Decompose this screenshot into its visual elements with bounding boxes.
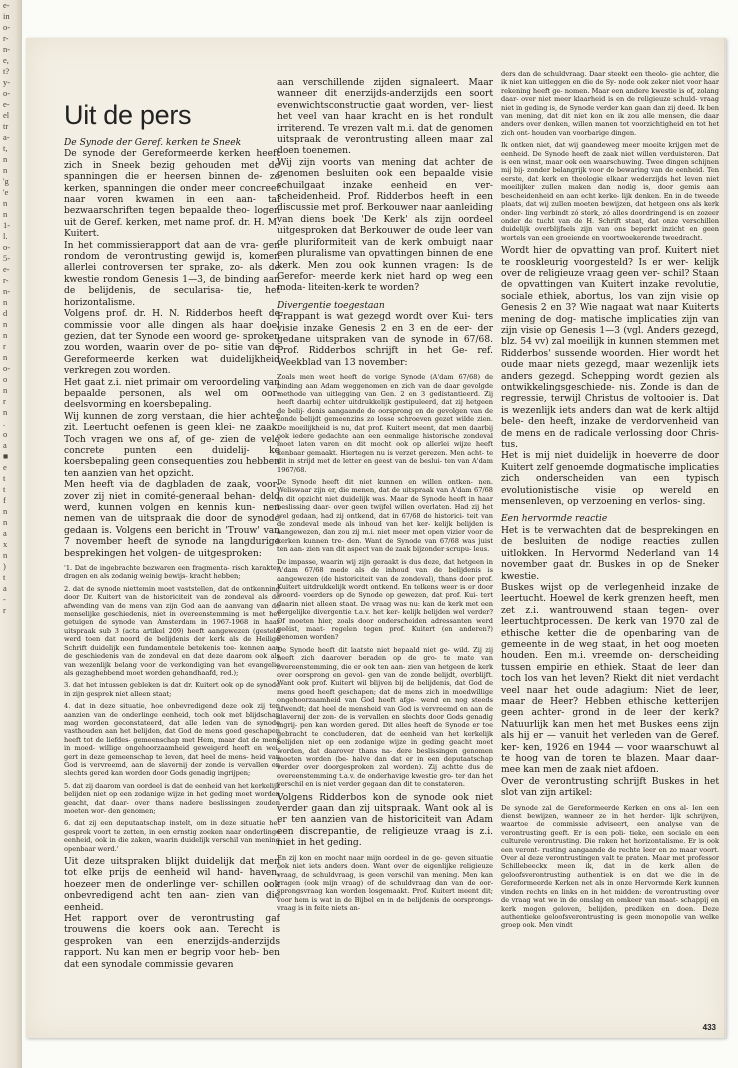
- col3-quote-2: [501, 804, 719, 930]
- facing-page-fragment: el: [3, 110, 10, 120]
- column-3: [501, 66, 719, 1006]
- facing-page-fragment: n: [3, 352, 8, 362]
- quoted-paragraph: De synode zal de Gereformeerde Kerken en ons al- len een dienst bewijzen, wanneer ze in het herder- lijk schrijven, waartoe de commissie adviseert, een analyse van de verontrusting geeft. Er is een poli- tieke, een sociale en een culturele verontrusting. Die raken het horizontalisme. Er is ook een veront- rusting aangaande de rechte leer en zo maar voort. Over al deze verontrustingen valt te praten. Maar met professor Schillebeeckx meen ik, dat in de kerk allen de geloofsverontrusting authentiek is en dat we die in de Gereformeerde Kerken net als in onze Hervormde Kerk kunnen vinden rechts en links en in het midden: de verontrusting over de vraag wat we in de omslag en omkeer van maat- schappij en kerk mogen geloven, belijden, prediken en doen. Deze authentieke geloofsverontrusting is geen monopolie van welke groep ook. Men vindt: [501, 803, 719, 930]
- facing-page-fragment: e-: [3, 0, 10, 10]
- facing-page-fragment: 1-: [3, 220, 11, 230]
- facing-page-fragment: n: [3, 407, 8, 417]
- subheading-divergentie: Divergentie toegestaan: [277, 300, 385, 311]
- facing-page-fragment: t: [3, 484, 6, 494]
- facing-page-fragment: tr: [3, 121, 9, 131]
- paragraph: Wordt hier de opvatting van prof. Kuitert niet te rooskleurig voorgesteld? Is er wer- kelijk over de religieuze vraag geen ver- schil? Staan de opvattingen van Kuitert inzake revolutie, sociale ethiek, abortus, los van zijn visie op Genesis 2 en 3? Wie nagaat wat naar Kuiterts mening de dog- matische implicaties zijn van zijn visie op Genesis 1—3 (vgl. Anders gezegd, blz. 54 vv) zal moeilijk in kunnen stemmen met Ridderbos' sussende woorden. Hier wordt het oude maar niets gezegd, maar wezenlijk iets anders gezegd. Schepping wordt gezien als ontwikkelingsgeschiede- nis. Zonde is dan de regressie, terwijl Christus de voltooier is. Dat is wezenlijk iets anders dan wat de kerk altijd bele- den heeft, inzake de verdorvenheid van de mens en de radicale verlossing door Chris- tus.: [501, 246, 719, 451]
- facing-page-fragment: n: [3, 330, 8, 340]
- facing-page-fragment: in: [3, 11, 10, 21]
- quoted-paragraph: 6. dat zij een deputaatschap instelt, om in deze situatie het gesprek voort te zetten, in een ernstig zoeken naar onderlinge eenheid, ook in die zaken, waarin duidelijk verschil van mening openbaar werd.': [64, 819, 280, 853]
- facing-page-fragment: x: [3, 539, 8, 549]
- facing-page-fragment: y-: [3, 77, 11, 87]
- facing-page-fragment: n: [3, 297, 8, 307]
- facing-page-fragment: r-: [3, 33, 9, 43]
- facing-page-fragment: t: [3, 572, 6, 582]
- page-number: 433: [702, 1023, 716, 1032]
- facing-page-fragment: t: [3, 473, 6, 483]
- quoted-paragraph: En zij kon en mocht naar mijn oordeel in de ge- geven situatie ook niet iets anders doen. Want over de eigenlijke religieuze vraag, de schuldvraag, is geen verschil van mening. Men kan vragen (ook mijn vraag) of de schuldvraag dan van de oor- sprongsvraag kan worden losgemaakt. Prof. Kuitert meent dit; voor hem is wat in de Bijbel en in de belijdenis de oorsprongs-vraag is in feite niets an-: [277, 853, 493, 913]
- facing-page-fragment: e,: [3, 55, 9, 65]
- paragraph: Het gaat z.i. niet primair om veroordeling van bepaalde personen, als wel om oor- deelsvorming en koersbepaling.: [64, 377, 280, 411]
- facing-page-fragment: a: [3, 528, 7, 538]
- facing-page-fragment: n: [3, 319, 8, 329]
- paragraph: Het is mij niet duidelijk in hoeverre de door Kuitert zelf genoemde dogmatische implicaties zich onderscheiden van een typisch evolutionistische visie op wereld en mensenleven, op verzoening en verlos- sing.: [501, 451, 719, 508]
- facing-page-fragment: e-: [3, 99, 10, 109]
- quoted-paragraph: De Synode heeft dit laatste niet bepaald niet ge- wild. Zij zij heeft zich daarover beraden op de gro- te mate van overeenstemming, die er ook ten aan- zien van hetgeen de kerk over oorsprong en gevol- gen van de zonde belijdt, overblijft. Want ook prof. Kuitert wil blijven bij de belijdenis, dat God de mens goed heeft geschapen; dat de mens zich in moedwillige ongehoorzaamheid van God heeft afge- wend en nog steeds afwendt; dat heel de mensheid van God is vervreemd en aan de slavernij der zon- de is vervallen en slechts door Gods genadig ingrij- pen kan worden gered. Dit alles heeft de Synode er toe gebracht te concluderen, dat de eenheid van het kerkelijk belijden niet op een zodanige wijze in geding geacht moet worden, dat daarover thans na- dere beslissingen genomen moeten worden (be- halve dan dat er in een deputaatschap verder over doorgesproken zal worden). Zij achtte dus de overeenstemming t.a.v. de onderhavige kwestie gro- ter dan het verschil en is niet verder gegaan dan dit te constateren.: [277, 645, 493, 789]
- paragraph: Wij kunnen de zorg verstaan, die hier achter zit. Leertucht oefenen is geen klei- ne zaak. Toch vragen we ons af, of ge- zien de vele concrete punten een duidelij- ke koersbepaling geen consequenties zou hebben ten aanzien van het opzicht.: [64, 411, 280, 479]
- column-1: [64, 88, 280, 1008]
- quoted-paragraph: Ik ontken niet, dat wij gaandeweg meer moeite krijgen met de eenheid. De Synode heeft de zaak niet willen verduisteren. Dat is een winst, maar ook een waarschuwing. Twee dingen schijnen mij bij- zonder belangrijk voor de bewaring van de eenheid. Ten eerste, dat kerk en theologie elkaar wederzijds het leven niet moeilijker zullen maken dan nodig is, door gemis aan bescheidenheid en aan echt kerke- lijk denken. En in de tweede plaats, dat wij zullen moeten bewijzen, dat hetgeen ons als kerk onder- ling verbindt zó sterk, zó alles doordringend is en zozeer onder de tucht van de H. Schrift staat, dat onze verschillen duidelijk overblijfsels zijn van ons beperkt inzicht en geen wortels van een groeiende en voortwoekerende tweedracht.: [501, 141, 719, 242]
- paragraph: Het is te verwachten dat de besprekingen en de besluiten de nodige reacties zullen uitlokken. In Hervormd Nederland van 14 november gaat dr. Buskes in op de Sneker kwestie.: [501, 525, 719, 582]
- facing-page-fragment: n: [3, 385, 8, 395]
- quoted-paragraph: Zoals men weet heeft de vorige Synode (A'dam 67/68) de binding aan Adam weggenomen en zich van de daar gevolgde methode van uitlegging van Gen. 2 en 3 gedistantieerd. Zij heeft daarbij echter uitdrukkelijk gestipuleerd, dat zij hetgeen de belij- denis aangaande de oorsprong en de gevolgen van de zonde belijdt gemeenzins zo losse schroeven gezet wilde zien. De moeilijkheid is nu, dat prof. Kuitert meent, dat men daarbij ook iedere gedachte aan een eenmalige historische zondeval moet laten varen en dit mocht ook op allerlei wijze heeft kenbaar gemaakt. Hiertegen nu is verzet gerezen. Men acht- te dit in strijd met de letter en geest van de beslui- ten van A'dam 1967/68.: [277, 373, 493, 474]
- paragraph: Men heeft via de dagbladen de zaak, voor- zover zij niet in comité-generaal behan- deld werd, kunnen volgen en kennis kun- nen nemen van de uitspraak die door de synode gedaan is. Volgens een bericht in 'Trouw' van 7 november heeft de synode na langdurige besprekingen het volgen- de uitgesproken:: [64, 480, 280, 559]
- facing-page-fragment: ): [3, 561, 6, 571]
- col2-body-3: [277, 793, 493, 850]
- facing-page-fragment: o: [3, 374, 8, 384]
- facing-page-fragment: n: [3, 198, 8, 208]
- facing-page-fragment: n: [3, 154, 8, 164]
- quoted-paragraph: 5. dat zij daarom van oordeel is dat de eenheid van het kerkelijk belijden niet op een zodanige wijze in het geding moet worden geacht, dat daar- over thans nadere beslissingen zouden moeten wor- den genomen;: [64, 781, 280, 815]
- facing-page-fragment: a-: [3, 132, 10, 142]
- quoted-paragraph: ders dan de schuldvraag. Daar steekt een theolo- gie achter, die ik niet kan uitleggen en die de Sy- node ook zeker niet voor haar rekening heeft ge- nomen. Maar een andere kwestie is of, zolang daar- over niet meer klaarheid is en de religieuze schuld- vraag niet in geding is, de Synode verder kan gaan dan zij deed. Ik ben van mening, dat dit niet kon en ik zou alle mensen, die daar anders over denken, willen manen tot voorzichtigheid en tot het zich ont- houden van voorbarige dingen.: [501, 70, 719, 137]
- facing-page-fragment: 'e: [3, 187, 9, 197]
- facing-page-fragment: n: [3, 506, 8, 516]
- facing-page-fragment: .: [3, 418, 6, 428]
- paragraph: Het rapport over de verontrusting gaf trouwens die koers ook aan. Terecht is gesproken van een enerzijds-anderzijds rapport. Nu kan men er begrip voor heb- ben dat een synodale commissie gevaren: [64, 914, 280, 970]
- col2-quote: [277, 373, 493, 789]
- facing-page-fragment: l.: [3, 231, 8, 241]
- col3-quote: [501, 70, 719, 242]
- facing-page-fragment: n: [3, 165, 8, 175]
- facing-page-fragment: d: [3, 308, 8, 318]
- facing-page-fragment: r: [3, 341, 6, 351]
- quoted-paragraph: 4. dat in deze situatie, hoe onbevredigend deze ook zij ten aanzien van de onderlinge eenheid, toch ook met blijdschap mag worden geconstateerd, dat alle leden van de synode vasthouden aan het belijden, dat God de mens goed geschapen heeft tot de liefdes- gemeenschap met Hem, maar dat de mens in moed- willige ongehoorzaamheid geweigerd heeft en wei- gert in deze gemeenschap te leven, dat heel de mens- heid van God is vervreemd, aan de slavernij der zonde is vervallen en slechts gered kan worden door Gods genadig ingrijpen;: [64, 702, 280, 778]
- facing-page-fragment: e-: [3, 264, 10, 274]
- facing-page-fragment: e: [3, 462, 7, 472]
- facing-page-fragment: a: [3, 583, 7, 593]
- facing-page-fragment: o-: [3, 22, 11, 32]
- previous-page-edge: [0, 0, 22, 1068]
- subheading-hervormde-reactie: Een hervormde reactie: [501, 514, 608, 525]
- quoted-paragraph: De impasse, waarin wij zijn geraakt is dus deze, dat hetgeen in A'dam 67/68 mede als de inhoud van de belijdenis is aangewezen (de historiciteit van de zondeval), thans door prof. Kuitert uitdrukkelijk wordt ontkend. En telkens weer is er door woord- voerders op de Synode op gewezen, dat prof. Kui- tert daarin niet alleen staat. De vraag was nu: kan de kerk met een dergelijke divergentie t.a.v. het ker- kelijk belijden wel verder? Of moeten hier, zoals door onderscheiden adressanten werd geëist, maat- regelen tegen prof. Kuitert (en anderen?) genomen worden?: [277, 557, 493, 642]
- facing-page-fragment: a: [3, 440, 7, 450]
- quoted-paragraph: '1. Dat de ingebrachte bezwaren een fragmenta- risch karakter dragen en als zodanig weinig bewijs- kracht hebben;: [64, 564, 280, 581]
- facing-page-fragment: ■: [3, 451, 9, 461]
- paragraph: Volgens Ridderbos kon de synode ook niet verder gaan dan zij uitspraak. Want ook al is er ten aanzien van de historiciteit van Adam een discrepantie, de religieuze vraag is z.i. niet in het geding.: [277, 792, 493, 849]
- facing-page-fragment: o-: [3, 88, 11, 98]
- facing-page-fragment: 5-: [3, 253, 11, 263]
- col1-body-after: [64, 857, 280, 971]
- paragraph: Frappant is wat gezegd wordt over Kui- ters visie inzake Genesis 2 en 3 en de eer- der gedane uitspraken van de synode in 67/68. Prof. Ridderbos schrijft in het Ge- ref. Weekblad van 13 november:: [277, 312, 493, 368]
- facing-page-fragment: r: [3, 396, 6, 406]
- col1-body: [64, 149, 280, 560]
- paragraph: Over de verontrusting schrijft Buskes in het slot van zijn artikel:: [501, 776, 719, 799]
- facing-page-fragment: -: [3, 594, 6, 604]
- col2-body-2: [277, 312, 493, 369]
- quoted-paragraph: 3. dat het intussen gebleken is dat dr. Kuitert ook op de synode in zijn gesprek niet alleen staat;: [64, 681, 280, 698]
- paragraph: Wij zijn voorts van mening dat achter de genomen besluiten ook een bepaalde visie schuilgaat inzake eenheid en ver- scheidenheid. Prof. Ridderbos heeft in een discussie met prof. Berkouwer naar aanleiding van diens boek 'De Kerk' als zijn oordeel uitgesproken dat Berkouwer de oude leer van de pluriformiteit van de kerk ombuigt naar een pluralisme van opvattingen binnen de ene kerk. Men zou ook kunnen vragen: Is de Gerefor- meerde kerk niet hard op weg een moda- liteiten-kerk te worden?: [277, 157, 493, 294]
- quoted-paragraph: De Synode heeft dit niet kunnen en willen ontken- nen. Weliswaar zijn er, die menen, dat de uitspraak van A'dam 67/68 in dit opzicht niet duidelijk was. Maar de Synode heeft in haar beslissing daar- over geen twijfel willen overlaten. Had zij het wel gedaan, had zij ontkend, dat in 67/68 de historici- teit van de zondeval mede als inhoud van het ker- kelijk belijden is aangewezen, dan zou zij m.i. niet meer met open vizier voor de kerken kunnen tre- den. Want de Synode van 67/68 was juist ten aan- zien van dit aspect van de zaak bijzonder scrupu- leus.: [277, 478, 493, 554]
- facing-page-fragment: n: [3, 517, 8, 527]
- facing-page-fragment: 'g: [3, 176, 9, 186]
- col3-body-2: [501, 526, 719, 800]
- paragraph: Uit deze uitspraken blijkt duidelijk dat men tot elke prijs de eenheid wil hand- haven, hoezeer men de onderlinge ver- schillen ook onbevredigend acht ten aan- zien van die eenheid.: [64, 857, 280, 913]
- article-subheading: De Synode der Geref. kerken te Sneek: [64, 138, 242, 148]
- facing-page-fragment: f: [3, 495, 6, 505]
- facing-page-fragment: r-: [3, 275, 9, 285]
- section-title: Uit de pers: [64, 100, 192, 130]
- facing-page-fragment: o-: [3, 242, 11, 252]
- col2-body: [277, 78, 493, 295]
- page-curl-shadow: [724, 38, 726, 1038]
- facing-page-fragment: t?: [3, 66, 10, 76]
- facing-page-fragment: o: [3, 429, 8, 439]
- paragraph: Buskes wijst op de verlegenheid inzake de leertucht. Hoewel de kerk grenzen heeft, men zet z.i. wantrouwend staan tegen- over leertuchtprocessen. De kerk van 1970 zal de ethische ketter die de openbaring van de gemeente in de weg staat, in het oog moeten houden. Een m.i. vreemde on- derscheiding tussen empirie en ethiek. Staat de leer dan toch los van het leven? Riekt dit niet verdacht veel naar het oude adagium: Niet de leer, maar de Heer? Hebben ethische ketterijen geen achter- grond in de leer der kerk? Natuurlijk kan men het met Buskes eens zijn als hij er — vanuit het verleden van de Geref. ker- ken, 1926 en 1944 — voor waarschuwt al te hoog van de toren te blazen. Maar daar- mee kan men de zaak niet afdoen.: [501, 582, 719, 776]
- col2-quote-2: [277, 854, 493, 913]
- paragraph: aan verschillende zijden signaleert. Maar wanneer dit enerzijds-anderzijds een soort evenwichtsconstructie gaat worden, ver- liest het veel van haar kracht en is het rondult irriterend. Te vrezen valt m.i. dat de genomen uitspraak de verontrusting alleen maar zal doen toenemen.: [277, 78, 493, 157]
- quoted-paragraph: 2. dat de synode niettemin moet vaststellen, dat de ontkenning door Dr. Kuitert van de historiciteit van de zondeval als de afwending van de mens van zijn God aan de aanvang van de menselijke geschiedenis, niet in overeenstemming is met het getuigen de synode van Amsterdam in 1967-1968 in haar uitspraak sub 3 (acta artikel 209) heeft aangewezen (gesteld werd toen dat noord de belijdenis der kerk als de Heilige Schrift duidelijk een fundamentele betekenis toe- kennen aan de geschiedenis van de zondeval en dat deze daarom ook als van wezenlijk belang voor de verkondiging van het evangelie als gezaghebbend moet worden gehandhaafd, red.);: [64, 584, 280, 677]
- facing-page-fragment: r: [3, 605, 6, 615]
- col3-body: [501, 246, 719, 508]
- facing-page-fragment: o-: [3, 363, 11, 373]
- facing-page-fragment: n: [3, 550, 8, 560]
- facing-page-fragment: n-: [3, 44, 11, 54]
- facing-page-fragment: n-: [3, 286, 11, 296]
- paragraph: Volgens prof. dr. H. N. Ridderbos heeft de commissie voor alle dingen als haar doel gezien, dat ter Synode een woord ge- sproken zou worden, waarin over de po- sitie van de Gereformeerde kerken wat duidelijkheid verkregen zou worden.: [64, 309, 280, 377]
- column-2: [277, 78, 493, 1008]
- paragraph: De synode der Gereformeerde kerken heeft zich in Sneek bezig gehouden met de spanningen die er heersen binnen de- ze kerken, spanningen die onder meer concreet naar voren kwamen in een aan- tal bezwaarschriften tegen bepaalde theo- logen uit de Geref. kerken, met name prof. dr. H. M. Kuitert.: [64, 149, 280, 240]
- col1-quote: [64, 564, 280, 853]
- paragraph: In het commissierapport dat aan de vra- gen rondom de verontrusting gewijd is, komen allerlei controversen ter sprake, zo- als de kwestie rondom Genesis 1—3, de binding aan de belijdenis, de secularisa- tie, het horizontalisme.: [64, 240, 280, 308]
- facing-page-fragment: t,: [3, 143, 8, 153]
- facing-page-fragment: n: [3, 209, 8, 219]
- magazine-page: [26, 38, 726, 1038]
